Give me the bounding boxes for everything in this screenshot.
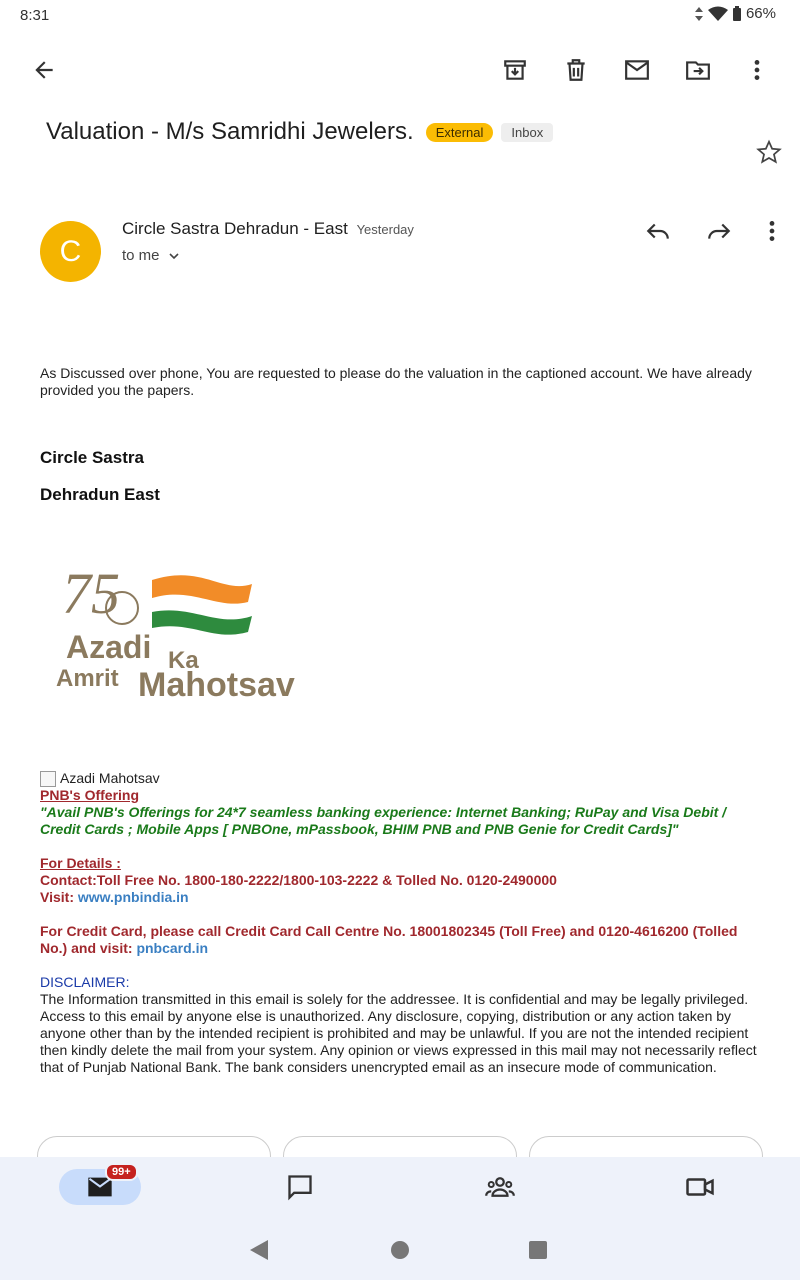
- chevron-down-icon: [166, 248, 182, 264]
- signature-line-1: Circle Sastra: [40, 448, 144, 467]
- offering-heading: PNB's Offering: [40, 787, 140, 803]
- system-home-icon[interactable]: [389, 1238, 411, 1262]
- forward-button[interactable]: [697, 209, 741, 253]
- credit-card-text: For Credit Card, please call Credit Card Call Centre No. 18001802345 (Toll Free) and 0120-4616200 (Tolled No.) and visit:: [40, 923, 738, 956]
- nav-spaces[interactable]: [459, 1169, 541, 1205]
- chat-icon: [286, 1173, 314, 1201]
- signature-line-2: Dehradun East: [40, 485, 160, 504]
- star-button[interactable]: [747, 130, 791, 174]
- logo-number: 75: [62, 561, 120, 626]
- status-time: 8:31: [20, 7, 50, 24]
- email-footer: [40, 770, 768, 1076]
- broken-image: [40, 770, 768, 787]
- recipients-toggle[interactable]: [122, 247, 182, 264]
- sent-time: Yesterday: [356, 222, 414, 237]
- data-arrows-icon: [694, 6, 704, 22]
- logo-word-mahotsav: Mahotsav: [138, 666, 295, 704]
- azadi-logo: [52, 558, 312, 708]
- star-icon: [756, 139, 782, 165]
- system-navigation: [0, 1228, 800, 1272]
- move-folder-icon: [685, 57, 711, 83]
- delete-button[interactable]: [554, 48, 598, 92]
- email-subject: Valuation - M/s Samridhi Jewelers.: [46, 118, 414, 145]
- contact-text: Contact:Toll Free No. 1800-180-2222/1800-103-2222 & Tolled No. 0120-2490000: [40, 872, 557, 888]
- forward-icon: [706, 218, 732, 244]
- logo-word-azadi: Azadi: [66, 629, 152, 665]
- logo-word-amrit: Amrit: [56, 665, 119, 692]
- pnbcard-link[interactable]: pnbcard.in: [136, 940, 209, 956]
- recipients-label: to me: [122, 247, 160, 264]
- details-heading: For Details :: [40, 855, 121, 871]
- status-icons: [694, 5, 776, 22]
- trash-icon: [563, 57, 589, 83]
- nav-chat[interactable]: [259, 1169, 341, 1205]
- broken-image-alt: Azadi Mahotsav: [60, 770, 160, 786]
- archive-icon: [502, 57, 528, 83]
- archive-button[interactable]: [493, 48, 537, 92]
- more-vert-icon: [744, 57, 770, 83]
- people-icon: [485, 1172, 515, 1202]
- visit-line: [40, 889, 768, 906]
- more-vert-icon: [759, 218, 785, 244]
- video-camera-icon: [685, 1172, 715, 1202]
- system-back-icon[interactable]: [248, 1238, 270, 1262]
- sender-name[interactable]: Circle Sastra Dehradun - East: [122, 219, 348, 238]
- email-body: [40, 365, 768, 503]
- offering-text: "Avail PNB's Offerings for 24*7 seamless banking experience: Internet Banking; RuPay and Visa Debit / Credit Cards ; Mobile Apps [ PNBOne, mPassbook, BHIM PNB and PNB Genie for Credit Cards]": [40, 804, 727, 837]
- wifi-icon: [708, 6, 728, 22]
- sender-avatar[interactable]: C: [40, 221, 101, 282]
- back-button[interactable]: [22, 48, 66, 92]
- inbox-label[interactable]: Inbox: [501, 123, 553, 142]
- move-to-button[interactable]: [676, 48, 720, 92]
- sender-line: [122, 219, 414, 239]
- broken-image-icon: [40, 771, 56, 787]
- more-options-button[interactable]: [735, 48, 779, 92]
- nav-mail[interactable]: [59, 1166, 141, 1205]
- credit-card-line: [40, 923, 768, 957]
- external-label: External: [426, 123, 494, 142]
- top-action-bar: [0, 40, 800, 100]
- mark-unread-button[interactable]: [615, 48, 659, 92]
- status-bar: [0, 0, 800, 32]
- mail-icon: [624, 57, 650, 83]
- disclaimer-heading: DISCLAIMER:: [40, 974, 130, 990]
- disclaimer-text: The Information transmitted in this email is solely for the addressee. It is confidential and may be legally privileged. Access to this email by anyone else is unauthorized. Any disclosure, copying, distribution or any action taken by anyone other than by the intended recipient is prohibited and may be unlawful. If you are not the intended recipient then kindly delete the mail from your system. Any opinion or views expressed in this mail may not necessarily reflect that of Punjab National Bank. The bank considers unencrypted email as an insecure mode of communication.: [40, 991, 757, 1075]
- reply-button[interactable]: [636, 209, 680, 253]
- nav-meet[interactable]: [659, 1169, 741, 1205]
- battery-level: 66%: [745, 5, 776, 22]
- back-arrow-icon: [31, 57, 57, 83]
- logo-word-ka: Ka: [168, 647, 199, 674]
- pnbindia-link[interactable]: www.pnbindia.in: [77, 889, 189, 905]
- mail-badge: 99+: [105, 1163, 138, 1181]
- message-more-button[interactable]: [750, 209, 794, 253]
- battery-icon: [732, 6, 742, 22]
- subject-row: [46, 118, 740, 146]
- reply-icon: [645, 218, 671, 244]
- visit-label: Visit:: [40, 889, 74, 905]
- body-text: As Discussed over phone, You are requested to please do the valuation in the captioned account. We have already provided you the papers.: [40, 365, 752, 398]
- system-recents-icon[interactable]: [527, 1238, 549, 1262]
